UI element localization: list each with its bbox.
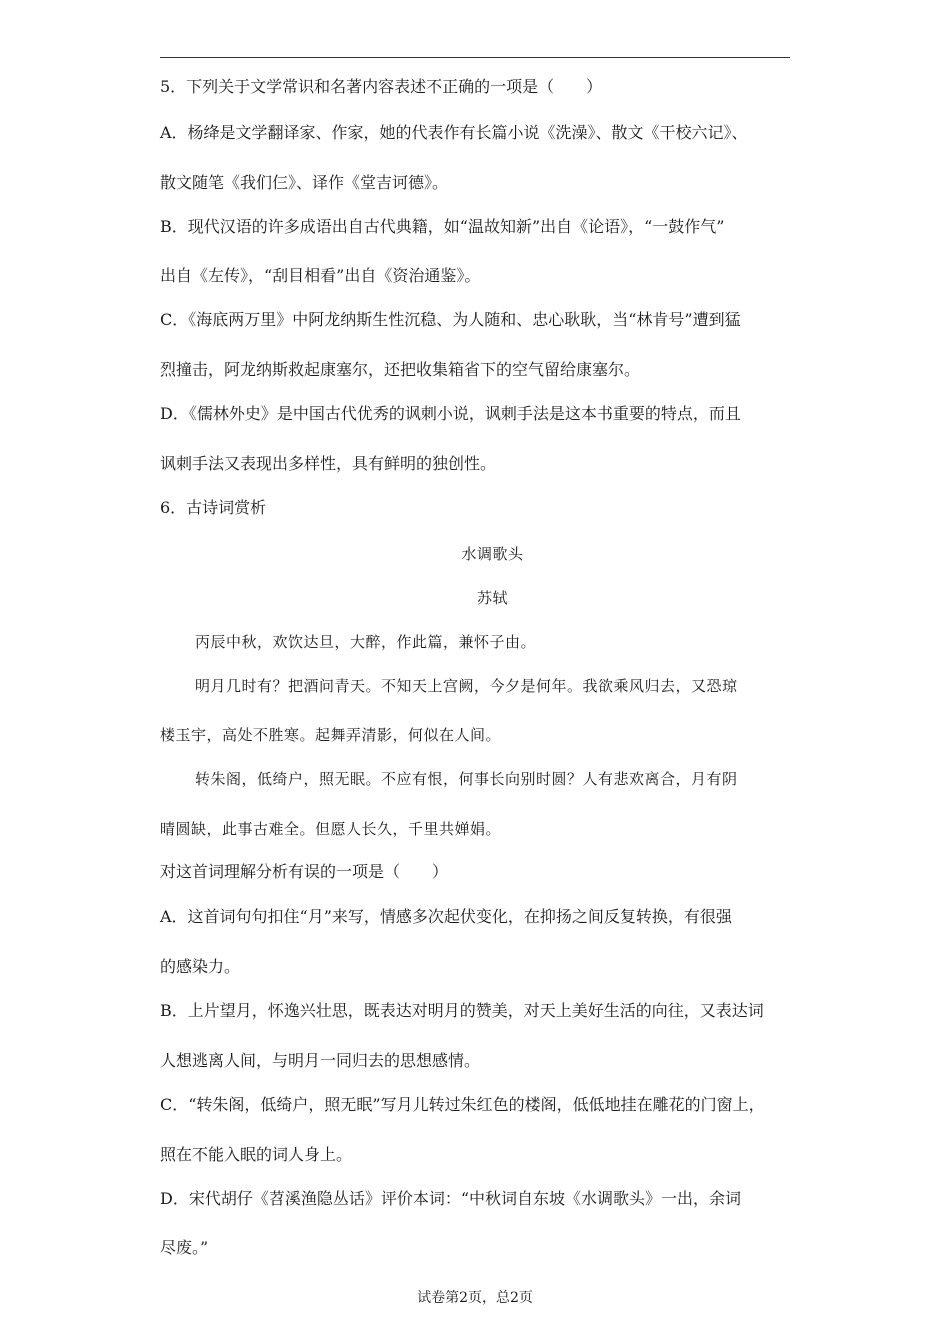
poem-preface: 丙辰中秋，欢饮达旦，大醉，作此篇，兼怀子由。 xyxy=(195,633,537,651)
q5-option-d-line1: D．《儒林外史》是中国古代优秀的讽刺小说，讽刺手法是这本书重要的特点，而且 xyxy=(160,404,741,423)
q5-option-b-line1: B．现代汉语的许多成语出自古代典籍，如“温故知新”出自《论语》，“一鼓作气” xyxy=(160,217,725,236)
q5-option-c-line2: 烈撞击，阿龙纳斯救起康塞尔，还把收集箱省下的空气留给康塞尔。 xyxy=(160,360,641,379)
poem-author: 苏轼 xyxy=(476,589,508,607)
q5-stem: 5．下列关于文学常识和名著内容表述不正确的一项是（ ） xyxy=(160,77,603,96)
poem-stanza2-line1: 转朱阁，低绮户，照无眠。不应有恨，何事长向别时圆？人有悲欢离合，月有阴 xyxy=(195,770,738,788)
q6-stem: 对这首词理解分析有误的一项是（ ） xyxy=(160,862,449,881)
q6-option-d-line2: 尽废。” xyxy=(160,1238,209,1257)
q6-option-a-line2: 的感染力。 xyxy=(160,957,241,976)
q5-option-a-line1: A．杨绛是文学翻译家、作家，她的代表作有长篇小说《洗澡》、散文《干校六记》、 xyxy=(160,123,748,142)
page-footer: 试卷第2页，总2页 xyxy=(417,1290,533,1306)
q6-option-d-line1: D．宋代胡仔《苕溪渔隐丛话》评价本词：“中秋词自东坡《水调歌头》一出，余词 xyxy=(160,1189,742,1208)
q5-option-c-line1: C．《海底两万里》中阿龙纳斯生性沉稳、为人随和、忠心耿耿，当“林肯号”遭到猛 xyxy=(160,310,741,329)
poem-stanza2-line2: 晴圆缺，此事古难全。但愿人长久，千里共婵娟。 xyxy=(160,820,502,838)
poem-stanza1-line2: 楼玉宇，高处不胜寒。起舞弄清影，何似在人间。 xyxy=(160,726,502,744)
q5-option-d-line2: 讽刺手法又表现出多样性，具有鲜明的独创性。 xyxy=(160,454,497,473)
poem-title: 水调歌头 xyxy=(461,545,524,563)
q6-option-a-line1: A．这首词句句扣住“月”来写，情感多次起伏变化，在抑扬之间反复转换，有很强 xyxy=(160,907,732,926)
q6-option-b-line1: B．上片望月，怀逸兴壮思，既表达对明月的赞美，对天上美好生活的向往，又表达词 xyxy=(160,1001,764,1020)
q5-option-b-line2: 出自《左传》，“刮目相看”出自《资治通鉴》。 xyxy=(160,266,481,285)
q6-heading: 6．古诗词赏析 xyxy=(160,498,267,517)
q6-option-c-line1: C．“转朱阁，低绮户，照无眠”写月儿转过朱红色的楼阁，低低地挂在雕花的门窗上， xyxy=(160,1095,765,1114)
q5-option-a-line2: 散文随笔《我们仨》、译作《堂吉诃德》。 xyxy=(160,173,449,192)
q6-option-c-line2: 照在不能入眠的词人身上。 xyxy=(160,1145,353,1164)
poem-stanza1-line1: 明月几时有？把酒问青天。不知天上宫阙，今夕是何年。我欲乘风归去，又恐琼 xyxy=(195,677,738,695)
q6-option-b-line2: 人想逃离人间，与明月一同归去的思想感情。 xyxy=(160,1051,481,1070)
header-rule xyxy=(160,57,790,58)
